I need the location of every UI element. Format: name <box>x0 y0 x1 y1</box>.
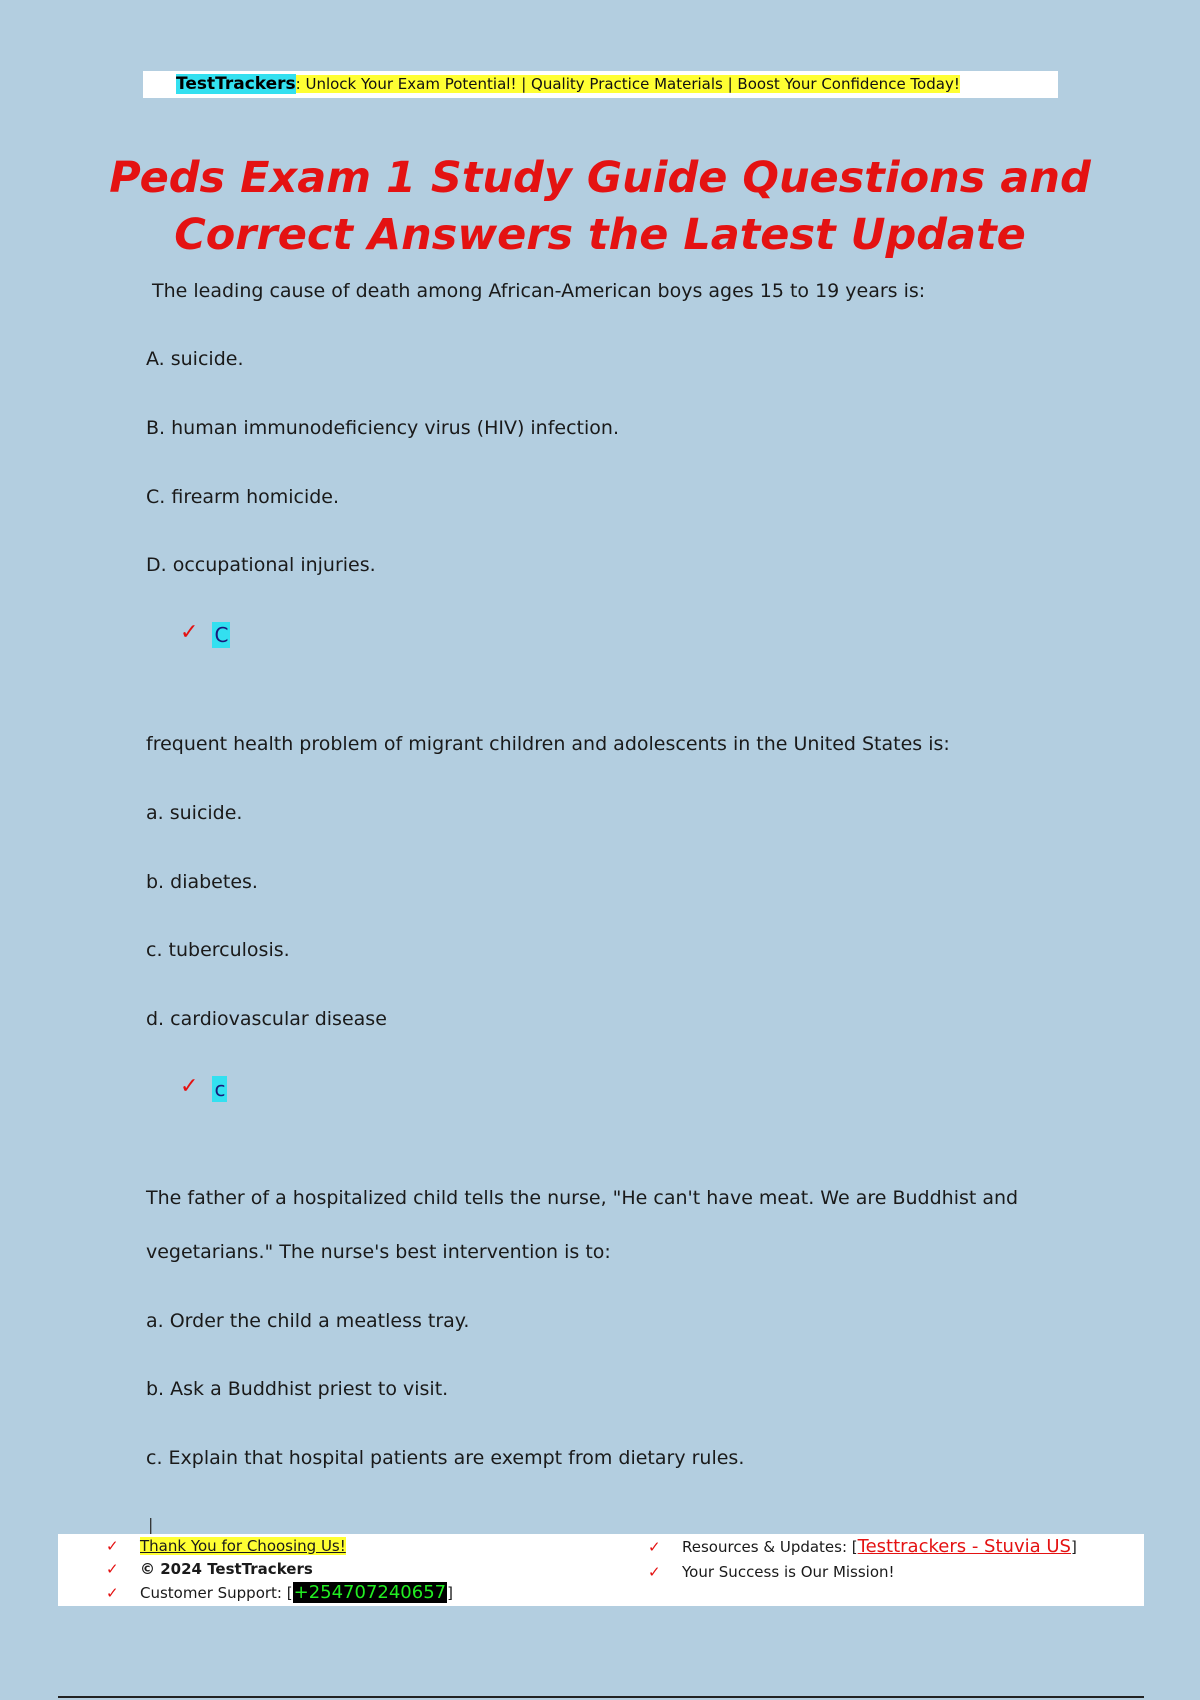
footer-copyright: © 2024 TestTrackers <box>140 1560 313 1578</box>
answer-letter: C <box>214 622 229 647</box>
document-title <box>100 150 1100 264</box>
footer-resources-close: ] <box>1070 1538 1077 1556</box>
footer-thanks-row <box>106 1535 346 1557</box>
header-tagline-line <box>176 73 960 96</box>
question-2-stem: frequent health problem of migrant children and adolescents in the United States is: <box>146 733 950 755</box>
question-2-option-d: d. cardiovascular disease <box>146 1008 387 1030</box>
question-1-option-a: A. suicide. <box>146 348 244 370</box>
support-phone[interactable]: +254707240657 <box>293 1582 447 1603</box>
header-tagline: : Unlock Your Exam Potential! | Quality Practice Materials | Boost Your Confidence Today! <box>295 75 960 93</box>
question-1-answer <box>180 618 230 648</box>
question-1-option-d: D. occupational injuries. <box>146 554 376 576</box>
question-1-option-b: B. human immunodeficiency virus (HIV) infection. <box>146 417 619 439</box>
footer-thanks: Thank You for Choosing Us! <box>140 1537 346 1555</box>
question-3-stem-line-1: The father of a hospitalized child tells the nurse, "He can't have meat. We are Buddhist and <box>146 1187 1019 1209</box>
footer-copyright-row <box>106 1558 313 1580</box>
footer-resources-label: Resources & Updates: [ <box>682 1538 858 1556</box>
question-3-option-b: b. Ask a Buddhist priest to visit. <box>146 1378 449 1400</box>
check-icon: ✓ <box>106 1584 119 1602</box>
answer-letter: c <box>214 1076 226 1101</box>
question-3-option-c: c. Explain that hospital patients are exempt from dietary rules. <box>146 1447 745 1469</box>
footer-support-label: Customer Support: [ <box>140 1584 293 1602</box>
brand-name: TestTrackers <box>176 74 296 94</box>
check-icon: ✓ <box>106 1560 119 1578</box>
question-3-option-a: a. Order the child a meatless tray. <box>146 1310 470 1332</box>
question-2-answer <box>180 1072 227 1102</box>
header-banner <box>143 71 1058 98</box>
check-icon: ✓ <box>648 1538 661 1556</box>
footer-mission-row <box>648 1561 895 1583</box>
footer-mission: Your Success is Our Mission! <box>682 1563 895 1581</box>
question-2-option-c: c. tuberculosis. <box>146 939 290 961</box>
question-1-stem: The leading cause of death among African-American boys ages 15 to 19 years is: <box>152 280 926 302</box>
resources-link[interactable]: Testtrackers - Stuvia US <box>857 1536 1071 1557</box>
title-line-2: Correct Answers the Latest Update <box>174 210 1026 260</box>
footer-resources-row <box>648 1536 1077 1558</box>
footer-support-close: ] <box>447 1584 453 1602</box>
question-1-option-c: C. firearm homicide. <box>146 486 340 508</box>
bottom-rule <box>58 1696 1144 1698</box>
check-icon: ✓ <box>106 1537 119 1555</box>
question-2-option-b: b. diabetes. <box>146 871 258 893</box>
footer-box <box>58 1534 1144 1606</box>
question-3-stem-line-2: vegetarians." The nurse's best intervention is to: <box>146 1241 611 1263</box>
check-icon: ✓ <box>180 1074 199 1099</box>
question-2-option-a: a. suicide. <box>146 802 243 824</box>
footer-support-row <box>106 1582 453 1604</box>
text-cursor: | <box>148 1515 154 1534</box>
title-line-1: Peds Exam 1 Study Guide Questions and <box>109 153 1091 203</box>
check-icon: ✓ <box>180 620 199 645</box>
check-icon: ✓ <box>648 1563 661 1581</box>
